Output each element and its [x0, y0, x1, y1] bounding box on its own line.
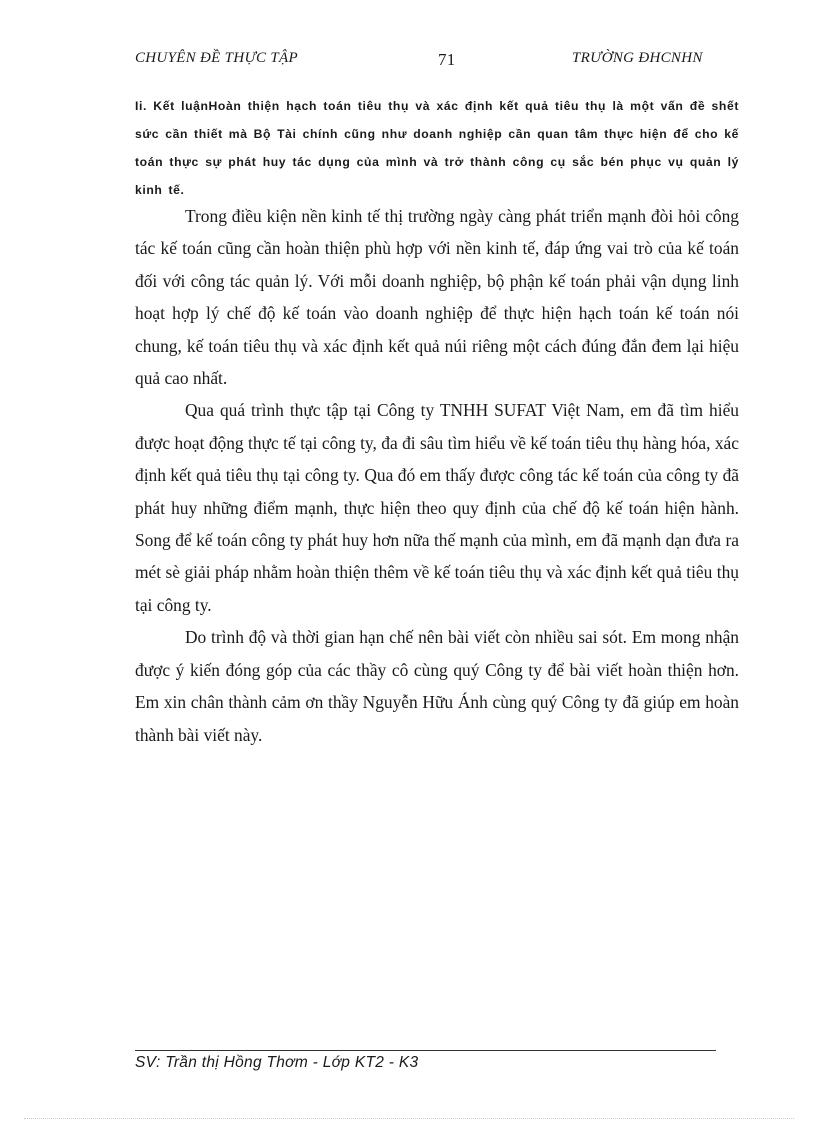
- page-header: [135, 46, 725, 72]
- page-bottom-edge: [24, 1118, 794, 1119]
- page-number: 71: [438, 50, 456, 69]
- conclusion-summary: Ii. Kết luậnHoàn thiện hạch toán tiêu thụ và xác định kết quả tiêu thụ là một vấn đề shết sức cần thiết mà Bộ Tài chính cũng như doanh nghiệp cần quan tâm thực hiện để cho kế toán thực sự phát huy tác dụng của mình và trở thành công cụ sắc bén phục vụ quản lý kinh tế.: [135, 99, 739, 197]
- header-school-name: TRƯỜNG ĐHCNHN: [572, 50, 703, 66]
- body-text: [135, 200, 739, 751]
- paragraph-2: Qua quá trình thực tập tại Công ty TNHH SUFAT Việt Nam, em đã tìm hiểu được hoạt động thực tế tại công ty, đa đi sâu tìm hiểu về kế toán tiêu thụ hàng hóa, xác định kết quả tiêu thụ tại công ty. Qua đó em thấy được công tác kế toán của công ty đã phát huy những điểm mạnh, thực hiện theo quy định của chế độ kế toán hiện hành. Song để kế toán công ty phát huy hơn nữa thế mạnh của mình, em đã mạnh dạn đưa ra mét sè giải pháp nhằm hoàn thiện thêm về kế toán tiêu thụ và xác định kết quả tiêu thụ tại công ty.: [135, 400, 739, 615]
- footer-divider: [135, 1050, 716, 1051]
- header-report-title: CHUYÊN ĐỀ THỰC TẬP: [135, 50, 298, 66]
- paragraph-3: Do trình độ và thời gian hạn chế nên bài viết còn nhiều sai sót. Em mong nhận được ý kiến đóng góp của các thầy cô cùng quý Công ty để bài viết hoàn thiện hơn. Em xin chân thành cảm ơn thầy Nguyễn Hữu Ánh cùng quý Công ty đã giúp em hoàn thành bài viết này.: [135, 627, 739, 745]
- paragraph-1: Trong điều kiện nền kinh tế thị trường ngày càng phát triển mạnh đòi hỏi công tác kế toán cũng cần hoàn thiện phù hợp với nền kinh tế, đáp ứng vai trò của kế toán đối với công tác quản lý. Với mỗi doanh nghiệp, bộ phận kế toán phải vận dụng linh hoạt hợp lý chế độ kế toán vào doanh nghiệp để thực hiện hạch toán kế toán nói chung, kế toán tiêu thụ và xác định kết quả núi riêng một cách đúng đắn đem lại hiệu quả cao nhất.: [135, 206, 739, 389]
- page-footer: SV: Trần thị Hồng Thơm - Lớp KT2 - K3: [135, 1054, 419, 1071]
